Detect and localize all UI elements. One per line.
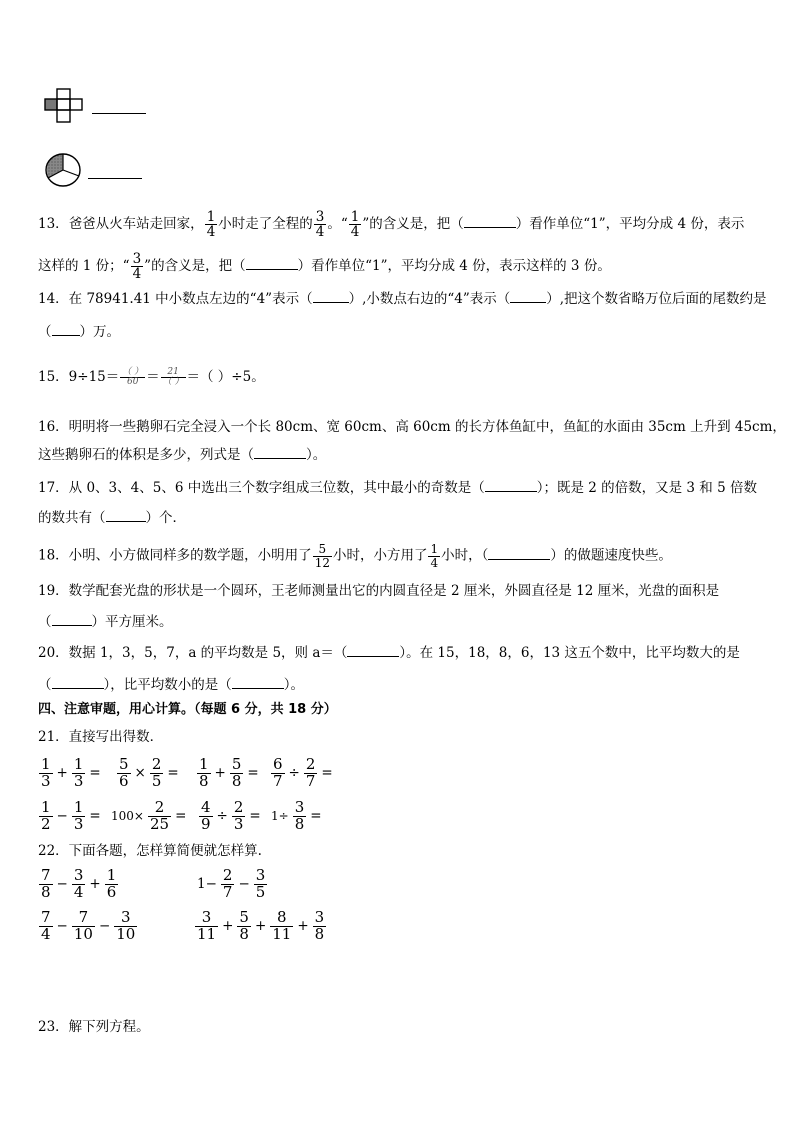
q17-blank-1[interactable] — [485, 491, 537, 492]
q19-blank[interactable] — [52, 625, 92, 626]
section-4-heading: 四、注意审题，用心计算。（每题 6 分，共 18 分） — [38, 702, 337, 717]
q13-blank-2[interactable] — [246, 269, 298, 270]
cube-net-figure — [44, 88, 88, 124]
q22-expr-3: $\frac{7}{4}$ − $\frac{7}{10}$ − $\frac{3}{10}$ — [41, 908, 136, 943]
q14-blank-3[interactable] — [52, 335, 80, 336]
figure-1-answer-line[interactable] — [92, 113, 146, 114]
q21-item-1: $\frac{1}{3}$ + $\frac{1}{3}$ = — [41, 755, 101, 790]
question-16-line-2: 这些鹅卵石的体积是多少，列式是（ ）。 — [38, 447, 327, 463]
question-21-title: 21．直接写出得数． — [38, 729, 164, 745]
question-13-line-2: 这样的 1 份；“ $\frac{3}{4}$ ”的含义是，把（ ）看作单位“1”，平均分成 4 份，表示这样的 3 份。 — [38, 251, 611, 283]
q22-expr-4: $\frac{3}{11}$ + $\frac{5}{8}$ + $\frac{8}{11}$ + $\frac{3}{8}$ — [197, 908, 325, 943]
question-17-line-1: 17．从 0、3、4、5、6 中选出三个数字组成三位数，其中最小的奇数是（ ）；既是 2 的倍数，又是 3 和 5 倍数 — [38, 480, 757, 496]
q22-expr-1: $\frac{7}{8}$ − $\frac{3}{4}$ + $\frac{1}{6}$ — [41, 866, 117, 901]
q20-blank-3[interactable] — [232, 688, 284, 689]
question-22-title: 22．下面各题，怎样算简便就怎样算. — [38, 843, 262, 859]
question-20-line-1: 20．数据 1，3，5，7，a 的平均数是 5，则 a＝（ ）。在 15，18，8，6，13 这五个数中，比平均数大的是 — [38, 645, 740, 661]
q21-item-2: $\frac{5}{6}$ × $\frac{2}{5}$ = — [119, 755, 179, 790]
q21-item-3: $\frac{1}{8}$ + $\frac{5}{8}$ = — [199, 755, 259, 790]
q14-blank-1[interactable] — [313, 302, 349, 303]
circle-fraction-figure — [42, 152, 84, 188]
q22-expr-2: 1− $\frac{2}{7}$ − $\frac{3}{5}$ — [197, 866, 266, 901]
q21-item-6: 100× $\frac{2}{25}$ = — [111, 798, 187, 833]
q17-blank-2[interactable] — [106, 521, 146, 522]
question-19-line-2: （ ）平方厘米。 — [38, 614, 173, 630]
question-20-line-2: （ ），比平均数小的是（ ）。 — [38, 677, 304, 693]
question-13-line-1: 13．爸爸从火车站走回家， $\frac{1}{4}$ 小时走了全程的 $\frac{3}{4}$ 。“ $\frac{1}{4}$ ”的含义是，把（ ）看作单位“1”，平均分成 4 份，表示 — [38, 209, 745, 241]
question-15: 15．9÷15＝ $\frac{( )}{60}$ ＝ $\frac{21}{( )}$ ＝（ ）÷5。 — [38, 366, 265, 387]
q21-item-8: 1÷ $\frac{3}{8}$ = — [271, 798, 322, 833]
question-18: 18．小明、小方做同样多的数学题，小明用了 $\frac{5}{12}$ 小时，小方用了 $\frac{1}{4}$ 小时，（ ）的做题速度快些。 — [38, 542, 672, 570]
q16-blank[interactable] — [254, 458, 306, 459]
q21-item-7: $\frac{4}{9}$ ÷ $\frac{2}{3}$ = — [201, 798, 261, 833]
question-16-line-1: 16．明明将一些鹅卵石完全浸入一个长 80cm、宽 60cm、高 60cm 的长方体鱼缸中，鱼缸的水面由 35cm 上升到 45cm， — [38, 419, 786, 435]
q20-blank-1[interactable] — [347, 656, 399, 657]
q21-item-4: $\frac{6}{7}$ ÷ $\frac{2}{7}$ = — [273, 755, 333, 790]
q13-blank-1[interactable] — [464, 227, 516, 228]
question-19-line-1: 19．数学配套光盘的形状是一个圆环，王老师测量出它的内圆直径是 2 厘米，外圆直径是 12 厘米，光盘的面积是 — [38, 583, 720, 599]
q20-blank-2[interactable] — [52, 688, 104, 689]
q14-blank-2[interactable] — [510, 302, 546, 303]
q21-row-1 — [38, 757, 438, 789]
q21-row-2 — [38, 800, 438, 832]
question-23-title: 23．解下列方程。 — [38, 1019, 150, 1035]
question-17-line-2: 的数共有（ ）个． — [38, 510, 186, 526]
q21-item-5: $\frac{1}{2}$ − $\frac{1}{3}$ = — [41, 798, 101, 833]
q18-blank[interactable] — [488, 559, 550, 560]
figure-2-answer-line[interactable] — [88, 178, 142, 179]
question-14-line-2: （ ）万。 — [38, 324, 120, 340]
question-14-line-1: 14．在 78941.41 中小数点左边的“4”表示（ ）,小数点右边的“4”表示（ ）,把这个数省略万位后面的尾数约是 — [38, 291, 767, 307]
